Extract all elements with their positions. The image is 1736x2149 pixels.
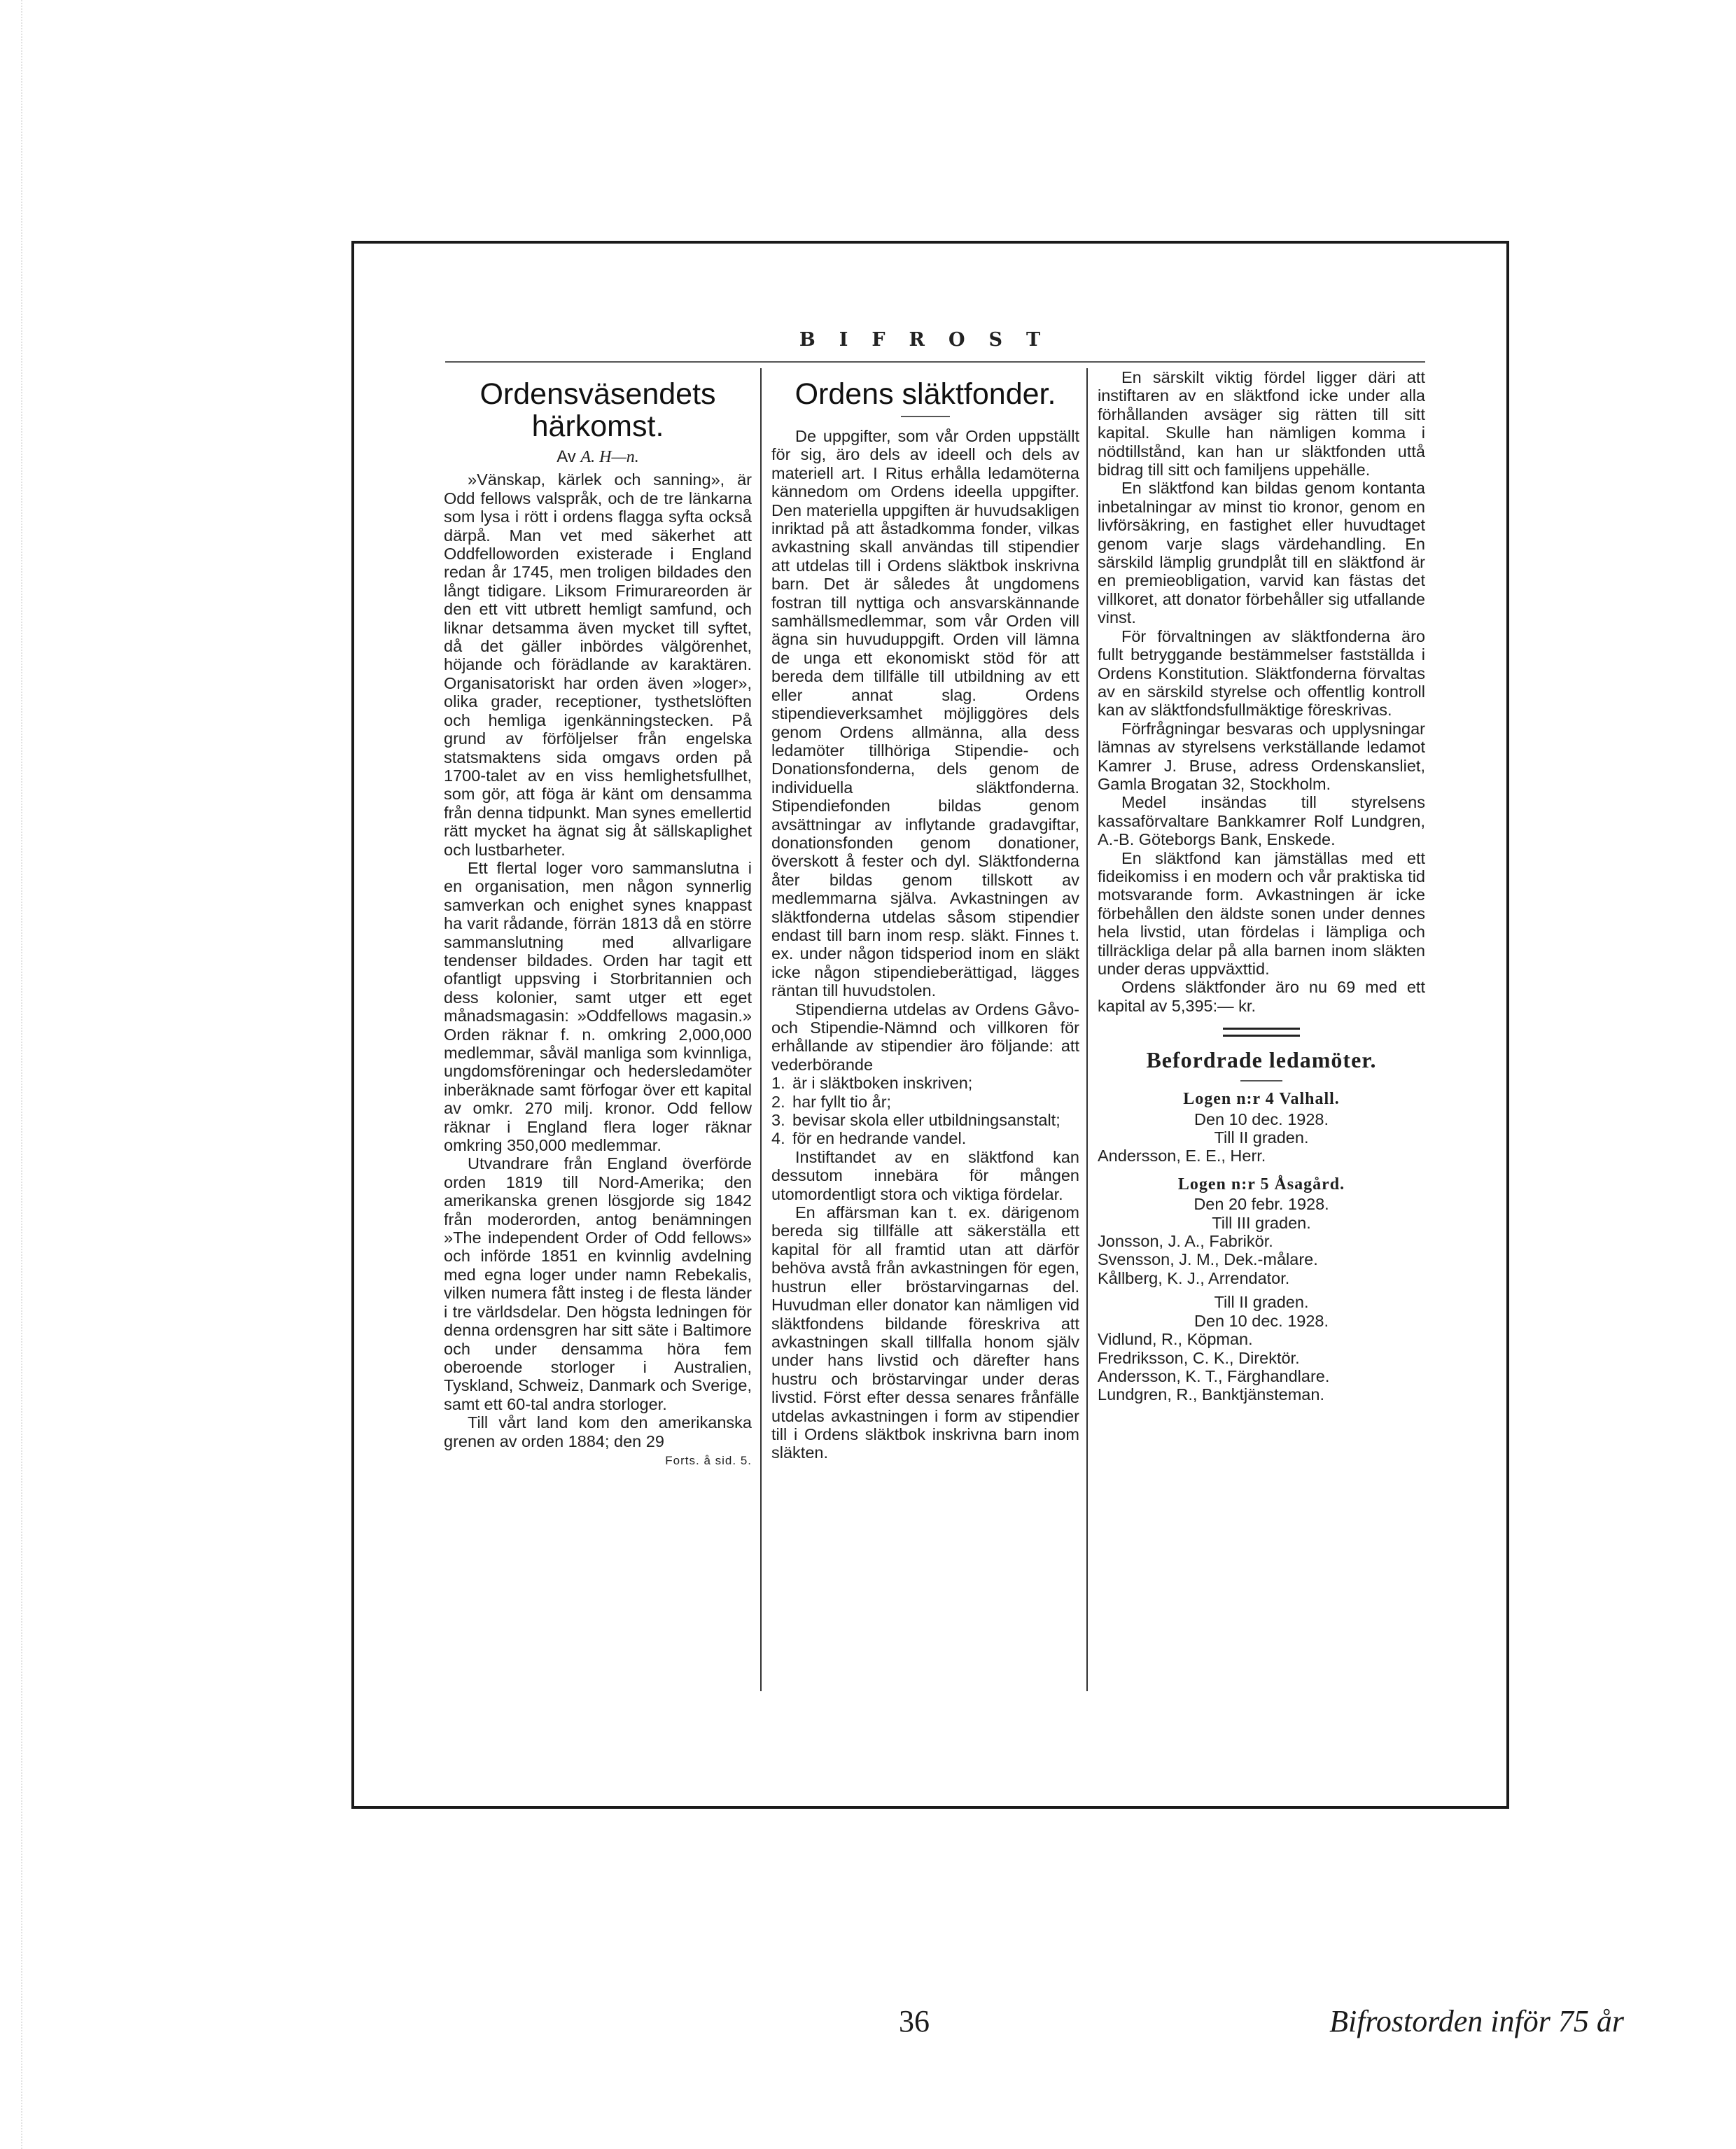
article-title: Ordens släktfonder.	[794, 377, 1056, 411]
date-line: Den 20 febr. 1928.	[1194, 1195, 1329, 1214]
masthead: BIFROST	[799, 329, 1065, 351]
member: Jonsson, J. A., Fabrikör.	[1098, 1232, 1273, 1251]
paragraph: Förfrågningar besvaras och upplysningar lämnas av styrelsens verkställande ledamot Kamrer J. Bruse, adress Ordenskansliet, Gamla Brogatan 32, Stockholm.	[1098, 719, 1425, 793]
member: Andersson, K. T., Färghandlare.	[1098, 1366, 1330, 1385]
title-rule	[901, 416, 950, 417]
member-list	[1098, 1232, 1425, 1287]
grade-line: Till II graden.	[1214, 1128, 1309, 1147]
member: Kållberg, K. J., Arrendator.	[1098, 1268, 1290, 1287]
paragraph: Ett flertal loger voro sammanslutna i en organisation, men någon synnerlig samverkan och enighet synes knappast ha varit rådande, förrän 1813 då en större sammanslutning med allvarligare tendenser bildades. Orden har tagit ett ofantligt uppsving i Storbritannien och dess kolonier, samt utger ett eget månadsmagasin: »Oddfellows magasin.» Orden räknar f. n. omkring 2,000,000 medlemmar, såväl manliga som kvinnliga, ungdomsföreningar och hedersledamöter inberäknade samt förfogar över ett kapital av omkr. 270 milj. kronor. Odd fellow räknar i England flera loger räknar omkring 350,000 medlemmar.	[444, 858, 752, 1155]
condition-item: 1. är i släktboken inskriven;	[771, 1074, 973, 1093]
grade-line: Till III graden.	[1212, 1213, 1311, 1232]
condition-item: 2. har fyllt tio år;	[771, 1092, 892, 1111]
column-3	[1098, 368, 1425, 1684]
paragraph: Medel insändas till styrelsens kassaförvaltare Bankkamrer Rolf Lundgren, A.-B. Göteborgs Bank, Enskede.	[1098, 793, 1425, 849]
paragraph: De uppgifter, som vår Orden uppställt för sig, äro dels av ideell och dels av materiell art. I Ritus erhålla ledamöterna kännedom om Ordens ideella uppgifter. Den materiella uppgiften är huvudsakligen inriktad på att åstadkomma fonder, vilkas avkastning skall användas till stipendier att utdelas till i Ordens släktbok inskrivna barn. Det är således åt ungdomens fostran till nyttiga och ansvarskännande samhällsmedlemmar, som vår Orden vill ägna sin huvuduppgift. Orden vill lämna de unga ett ekonomiskt stöd för att bereda dem tillfälle till utbildning av ett eller annat slag. Ordens stipendieverksamhet möjliggöres dels genom Ordens allmänna, alla dess ledamöter tillhöriga Stipendie- och Donationsfonderna, dels genom de individuella släktfonderna. Stipendiefonden bildas genom avsättningar av inflytande gradavgiftar, donationsfonden genom donationer, överskott å fester och dyl. Släktfonderna åter bildas genom tillskott av medlemmarna själva. Avkastningen av släktfonderna utdelas såsom stipendier endast till barn inom resp. släkt. Finnes t. ex. under någon tidsperiod inom en släkt icke någon stipendieberättigad, lägges räntan till huvudstolen.	[771, 427, 1079, 1000]
member: Vidlund, R., Köpman.	[1098, 1330, 1253, 1349]
member-list	[1098, 1147, 1425, 1165]
condition-item: 4. för en hedrande vandel.	[771, 1129, 967, 1148]
byline-prefix: Av	[556, 447, 576, 466]
title-rule	[1240, 1080, 1282, 1082]
page-number: 36	[899, 2004, 930, 2038]
member: Fredriksson, C. K., Direktör.	[1098, 1348, 1300, 1367]
paragraph: En affärsman kan t. ex. därigenom bereda sig tillfälle att säkerställa ett kapital för all framtid utan att därför behöva avstå från avkastningen för egen, hustrun eller bröstarvingarnas del. Huvudman eller donator kan nämligen vid släktfondens bildande föreskriva att avkastningen skall tillfalla honom själv under hans livstid och därefter hans hustru och bröstarvingar under deras livstid. Först efter dessa senares frånfälle utdelas avkastningen i form av stipendier till i Ordens släktbok inskrivna barn inom släkten.	[771, 1203, 1079, 1462]
byline-author: A. H—n.	[580, 448, 639, 466]
paragraph: »Vänskap, kärlek och sanning», är Odd fellows valspråk, och de tre länkarna som lysa i rött i ordens flagga syfta också därpå. Man vet med säkerhet att Oddfelloworden existerade i England redan år 1745, men troligen bildades den långt tidigare. Liksom Frimurareorden är den ett vitt utbrett hemligt samfund, och liknar detsamma även mycket till syftet, då det gäller inbördes välgörenhet, höjande och förädlande av karaktären. Organisatoriskt har orden även »loger», olika grader, receptioner, tysthetslöften och hemliga igenkänningstecken. På grund av förföljelser från engelska statsmaktens sida omgavs orden på 1700-talet av en viss hemlighetsfullhet, som gör, att föga är känt om densamma från denna tidpunkt. Man synes emellertid rätt mycket ha ägnat sig åt sällskaplighet och lustbarheter.	[444, 470, 752, 859]
condition-item: 3. bevisar skola eller utbildningsanstalt;	[771, 1111, 1060, 1130]
byline	[444, 448, 752, 466]
lodge-name: Logen n:r 4 Valhall.	[1183, 1090, 1340, 1109]
column-divider	[760, 368, 762, 1691]
member-list	[1098, 1330, 1425, 1404]
member: Lundgren, R., Banktjänsteman.	[1098, 1385, 1324, 1404]
page-frame	[351, 241, 1509, 1809]
paragraph: En släktfond kan jämställas med ett fideikomiss i en modern och vår praktiska tid motsvarande form. Avkastningen är icke förbehållen den äldste sonen under dennes hela livstid, utan fördelas i lämpliga och tillräckliga delar på alla barnen inom släkten under deras uppväxttid.	[1098, 848, 1425, 978]
book-title: Bifrostorden inför 75 år	[1329, 2004, 1624, 2038]
grade-line: Till II graden.	[1214, 1293, 1309, 1312]
paragraph: För förvaltningen av släktfonderna äro fullt betryggande bestämmelser fastställda i Ordens Konstitution. Släktfonderna förvaltas av en särskild styrelse och offentlig kontroll kan av släktfondsfullmäktige föreskrivas.	[1098, 626, 1425, 720]
masthead-rule	[445, 361, 1425, 363]
section-divider	[1223, 1028, 1300, 1037]
paragraph: Ordens släktfonder äro nu 69 med ett kapital av 5,395:— kr.	[1098, 978, 1425, 1015]
column-2	[771, 368, 1079, 1684]
column-divider	[1086, 368, 1088, 1691]
lodge-name: Logen n:r 5 Åsagård.	[1177, 1175, 1345, 1194]
paragraph: En släktfond kan bildas genom kontanta inbetalningar av minst tio kronor, genom en livförsäkring, en fastighet eller huvudtaget genom varje slags värdehandling. En särskild lämplig grundplåt till en släktfond är en premieobligation, varvid kan fästas det villkoret, att donator förbehåller sig utfallande vinst.	[1098, 479, 1425, 627]
column-1	[444, 368, 752, 1684]
scan-edge-line	[21, 0, 23, 2149]
section-title: Befordrade ledamöter.	[1146, 1047, 1377, 1073]
continuation-note: Forts. å sid. 5.	[665, 1453, 752, 1467]
article-title: Ordensväsendets härkomst.	[479, 377, 716, 443]
paragraph: En särskilt viktig fördel ligger däri att instiftaren av en släktfond icke under alla förhållanden avsäger sig rätten till sitt kapital. Skulle han nämligen komma i nödtillstånd, kan han ur släktfonden uttå bidrag till sitt och familjens uppehälle.	[1098, 368, 1425, 479]
member: Svensson, J. M., Dek.-målare.	[1098, 1250, 1318, 1269]
paragraph: Till vårt land kom den amerikanska grenen av orden 1884; den 29	[444, 1413, 752, 1450]
paragraph: Utvandrare från England överförde orden 1819 till Nord-Amerika; den amerikanska grenen lösgjorde sig 1842 från moderorden, antog benämningen »The independent Order of Odd fellows» och införde 1851 en kvinnlig avdelning med egna loger under namn Rebekalis, vilken numera fått insteg i de flesta länder i tre världsdelar. Den högsta ledningen för denna ordensgren har sitt säte i Baltimore och under densamma höra fem oberoende storloger i Australien, Tyskland, Schweiz, Danmark och Sverige, samt ett 60-tal andra storloger.	[444, 1154, 752, 1413]
date-line: Den 10 dec. 1928.	[1194, 1311, 1329, 1330]
member: Andersson, E. E., Herr.	[1098, 1147, 1266, 1166]
paragraph: Stipendierna utdelas av Ordens Gåvo- och Stipendie-Nämnd och villkoren för erhållande av stipendier äro följande: att vederbörande	[771, 1000, 1079, 1074]
paragraph: Instiftandet av en släktfond kan dessutom innebära för mången utomordentligt stora och viktiga fördelar.	[771, 1147, 1079, 1203]
date-line: Den 10 dec. 1928.	[1194, 1110, 1329, 1128]
